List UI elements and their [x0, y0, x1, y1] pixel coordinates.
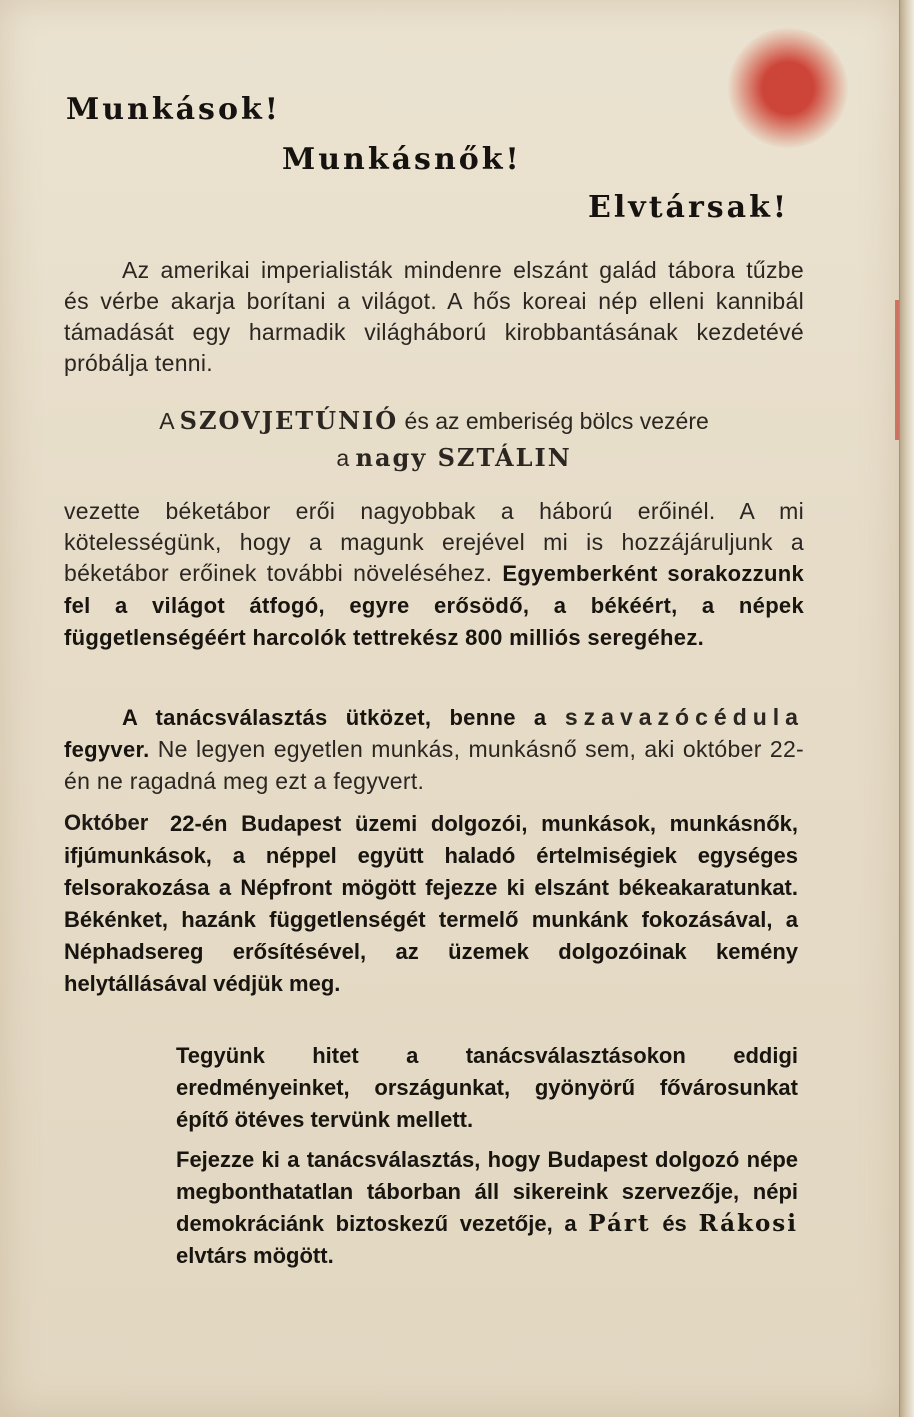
- paragraph-4-third-a: Fejezze ki a tanácsválasztás, hogy Budapest dolgozó népe megbonthatatlan táborban áll sikereink szervezője, népi demokráciánk biztoskezű vezetője, a: [176, 1147, 798, 1236]
- paragraph-4-third: [176, 1144, 798, 1272]
- paragraph-3-plain: Ne legyen egyetlen munkás, munkásnő sem, aki október 22-én ne ragadná meg ezt a fegyvert.: [64, 736, 804, 794]
- stalin-name: nagy SZTÁLIN: [355, 443, 572, 472]
- party-word: Párt: [588, 1210, 651, 1237]
- ballot-word: szavazócédula: [564, 704, 804, 730]
- heading-elvtarsak: Elvtársak!: [588, 190, 790, 225]
- center-a: A: [159, 408, 174, 434]
- rakosi-name: Rákosi: [698, 1210, 798, 1237]
- paragraph-2-bold: Egyemberként sorakozzunk fel a világot átfogó, egyre erősödő, a békéért, a népek függetlenségéért harcolók tettrekész 800 milliós seregéhez.: [64, 561, 804, 650]
- paragraph-4-first: 22-én Budapest üzemi dolgozói, munkások, munkásnők, ifjúmunkások, a néppel együtt haladó értelmiségiek egységes felsorakozása a Népfront mögött fejezze ki elszánt békeakaratunkat. Békénket, hazánk függetlenségét termelő munkánk fokozásával, a Néphadsereg erősítésével, az üzemek dolgozóinak kemény helytállásával védjük meg.: [64, 811, 798, 996]
- center-rest: és az emberiség bölcs vezére: [404, 408, 709, 434]
- soviet-union-name: SZOVJETÚNIÓ: [179, 406, 399, 435]
- center-line-2: [84, 443, 824, 472]
- center-a2: a: [336, 445, 350, 471]
- heading-munkasnok: Munkásnők!: [282, 142, 522, 177]
- heading-munkasok: Munkások!: [66, 92, 281, 127]
- paragraph-4-third-b: elvtárs mögött.: [176, 1243, 334, 1268]
- paragraph-2-plain: vezette béketábor erői nagyobbak a háború erőinél. A mi kötelességünk, hogy a magunk erejével mi is hozzájáruljunk a béketábor erőinek további növeléséhez.: [64, 498, 804, 586]
- paragraph-2: [64, 496, 804, 654]
- paragraph-3: [64, 702, 804, 797]
- intro-paragraph: Az amerikai imperialisták mindenre elszánt galád tábora tűzbe és vérbe akarja borítani a világot. A hős koreai nép elleni kannibál támadását egy harmadik világháború kirobbantásának kezdetévé próbálja tenni.: [64, 257, 804, 376]
- and-word: és: [662, 1211, 687, 1236]
- paper-edge-strip: [899, 0, 914, 1417]
- red-stamp-mark: [728, 28, 848, 148]
- paragraph-3-bold-a: A tanácsválasztás ütközet, benne a: [122, 705, 547, 730]
- paragraph-3-bold-b: fegyver.: [64, 737, 150, 762]
- center-line-1: [64, 406, 804, 435]
- paragraph-4-lead: Október: [64, 810, 149, 835]
- paragraph-4-second: Tegyünk hitet a tanácsválasztásokon eddigi eredményeinket, országunkat, gyönyörű fővárosunkat építő ötéves tervünk mellett.: [176, 1043, 798, 1132]
